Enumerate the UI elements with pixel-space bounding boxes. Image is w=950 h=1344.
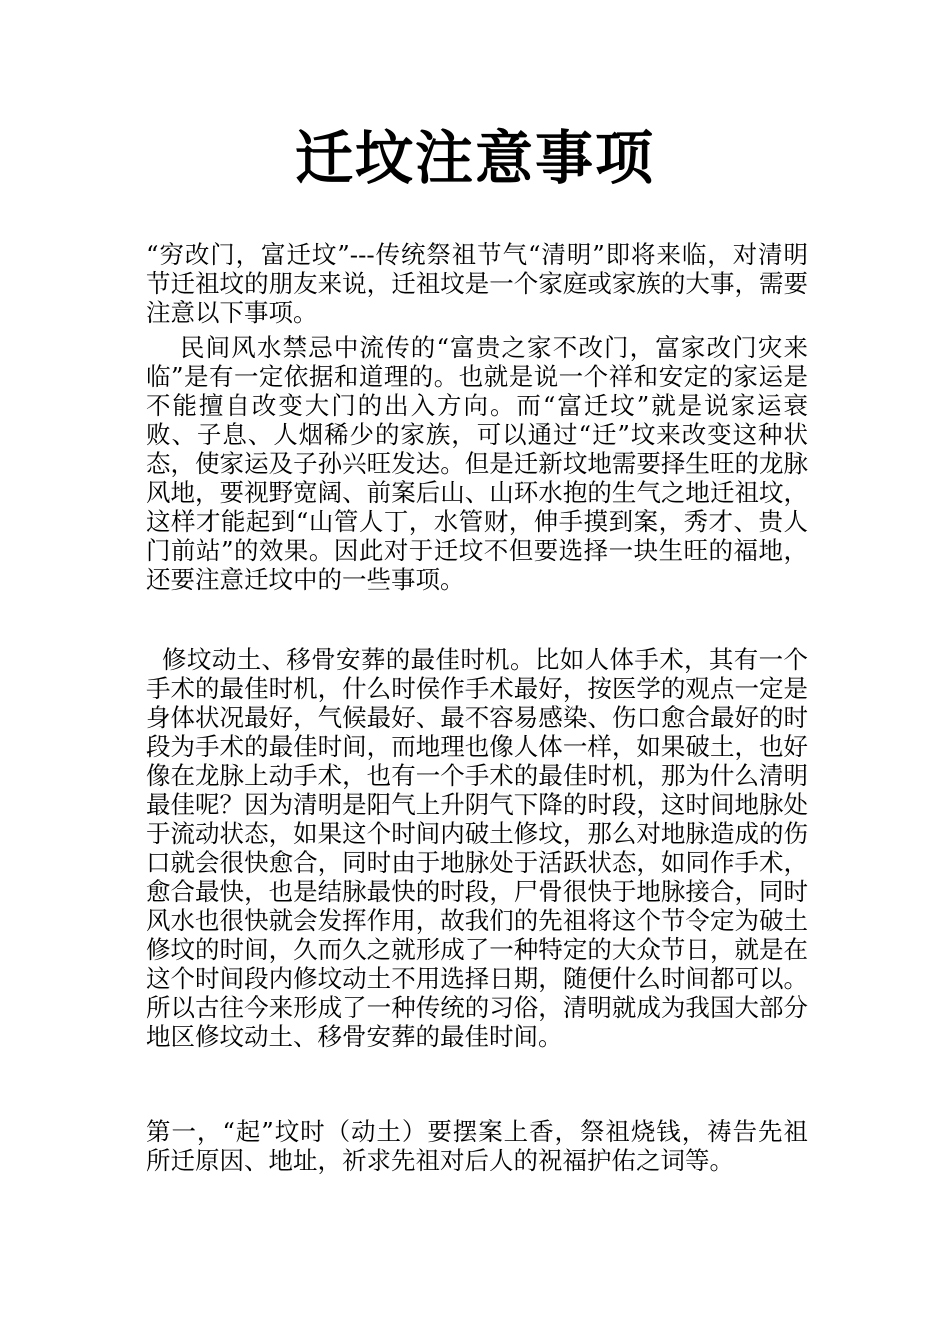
page-title: 迁坟注意事项 <box>294 124 655 192</box>
timing-paragraph: 修坟动土、移骨安葬的最佳时机。比如人体手术，其有一个手术的最佳时机，什么时侯作手术最好，按医学的观点一定是身体状况最好，气候最好、最不容易感染、伤口愈合最好的时段为手术的最佳时间，而地理也像人体一样，如果破土，也好像在龙脉上动手术，也有一个手术的最佳时机，那为什么清明最佳呢？因为清明是阳气上升阴气下降的时段，这时间地脉处于流动状态，如果这个时间内破土修坟，那么对地脉造成的伤口就会很快愈合，同时由于地脉处于活跃状态，如同作手术，愈合最快，也是结脉最快的时段，尸骨很快于地脉接合，同时风水也很快就会发挥作用，故我们的先祖将这个节令定为破土修坟的时间，久而久之就形成了一种特定的大众节日，就是在这个时间段内修坟动土不用选择日期，随便什么时间都可以。所以古往今来形成了一种传统的习俗，清明就成为我国大部分地区修坟动土、移骨安葬的最佳时间。 <box>146 645 808 1051</box>
fengshui-paragraph: 民间风水禁忌中流传的“富贵之家不改门，富家改门灾来临”是有一定依据和道理的。也就是说一个祥和安定的家运是不能擅自改变大门的出入方向。而“富迁坟”就是说家运衰败、子息、人烟稀少的家族，可以通过“迁”坟来改变这种状态，使家运及子孙兴旺发达。但是迁新坟地需要择生旺的龙脉风地，要视野宽阔、前案后山、山环水抱的生气之地迁祖坟，这样才能起到“山管人丁，水管财，伸手摸到案，秀才、贵人门前站”的效果。因此对于迁坟不但要选择一块生旺的福地，还要注意迁坟中的一些事项。 <box>146 333 808 594</box>
first-item-paragraph: 第一，“起”坟时（动土）要摆案上香，祭祖烧钱，祷告先祖所迁原因、地址，祈求先祖对后人的祝福护佑之词等。 <box>146 1117 808 1175</box>
intro-paragraph: “穷改门，富迁坟”---传统祭祖节气“清明”即将来临，对清明节迁祖坟的朋友来说，迁祖坟是一个家庭或家族的大事，需要注意以下事项。 <box>146 240 808 327</box>
